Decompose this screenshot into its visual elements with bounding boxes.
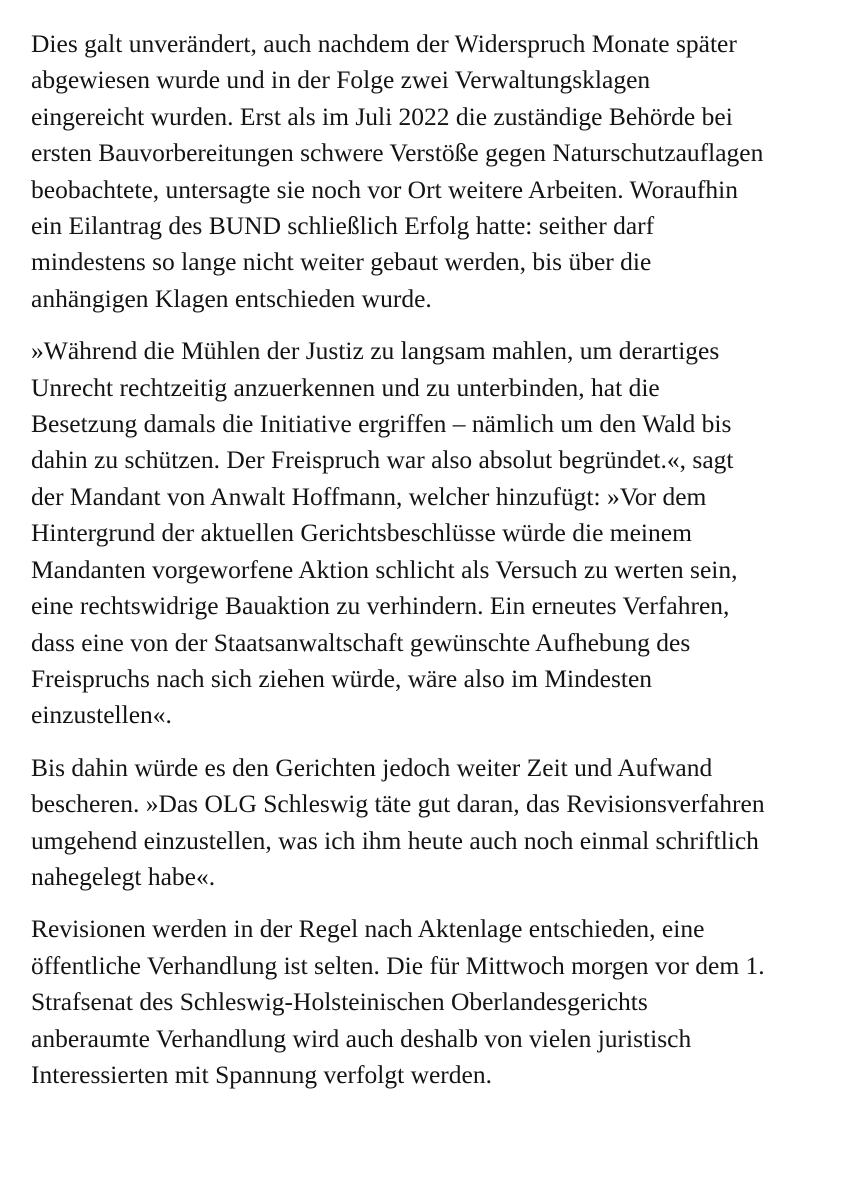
text-line: Dies galt unverändert, auch nachdem der Widerspruch Monate später — [31, 29, 737, 58]
text-line: Revisionen werden in der Regel nach Aktenlage entschieden, eine — [31, 914, 705, 944]
text-line: bescheren. »Das OLG Schleswig täte gut daran, das Revisionsverfahren — [31, 789, 765, 819]
text-line: einzustellen«. — [31, 700, 172, 730]
paragraph-1 — [31, 26, 831, 317]
text-line: der Mandant von Anwalt Hoffmann, welcher hinzufügt: »Vor dem — [31, 481, 707, 511]
paragraph-4 — [31, 911, 831, 1093]
text-line: abgewiesen wurde und in der Folge zwei Verwaltungsklagen — [31, 65, 651, 95]
text-line: eingereicht wurden. Erst als im Juli 2022 die zuständige Behörde bei — [31, 101, 733, 131]
text-line: umgehend einzustellen, was ich ihm heute auch noch einmal schriftlich — [31, 825, 759, 855]
text-line: Hintergrund der aktuellen Gerichtsbeschlüsse würde die meinem — [31, 518, 692, 548]
text-line: Interessierten mit Spannung verfolgt werden. — [31, 1059, 492, 1089]
text-line: beobachtete, untersagte sie noch vor Ort weitere Arbeiten. Woraufhin — [31, 174, 738, 204]
text-line: Strafsenat des Schleswig-Holsteinischen Oberlandesgerichts — [31, 987, 648, 1017]
article-body — [31, 26, 831, 1109]
text-line: eine rechtswidrige Bauaktion zu verhindern. Ein erneutes Verfahren, — [31, 591, 730, 621]
text-line: anberaumte Verhandlung wird auch deshalb von vielen juristisch — [31, 1023, 692, 1053]
text-line: ein Eilantrag des BUND schließlich Erfolg hatte: seither darf — [31, 211, 655, 241]
text-line: Freispruchs nach sich ziehen würde, wäre also im Mindesten — [31, 663, 653, 693]
text-line: dahin zu schützen. Der Freispruch war also absolut begründet.«, sagt — [31, 445, 734, 475]
text-line: Mandanten vorgeworfene Aktion schlicht als Versuch zu werten sein, — [31, 554, 738, 584]
text-line: Besetzung damals die Initiative ergriffen – nämlich um den Wald bis — [31, 409, 732, 439]
text-line: nahegelegt habe«. — [31, 861, 216, 891]
text-line: anhängigen Klagen entschieden wurde. — [31, 283, 432, 313]
paragraph-3 — [31, 750, 831, 896]
text-line: Bis dahin würde es den Gerichten jedoch weiter Zeit und Aufwand — [31, 752, 713, 782]
text-line: ersten Bauvorbereitungen schwere Verstöße gegen Naturschutzauflagen — [31, 138, 764, 168]
text-line: »Während die Mühlen der Justiz zu langsam mahlen, um derartiges — [31, 336, 720, 366]
text-line: Unrecht rechtzeitig anzuerkennen und zu unterbinden, hat die — [31, 372, 660, 402]
text-line: dass eine von der Staatsanwaltschaft gewünschte Aufhebung des — [31, 627, 691, 657]
text-line: öffentliche Verhandlung ist selten. Die für Mittwoch morgen vor dem 1. — [31, 950, 765, 980]
text-line: mindestens so lange nicht weiter gebaut werden, bis über die — [31, 247, 652, 277]
paragraph-2 — [31, 333, 831, 733]
